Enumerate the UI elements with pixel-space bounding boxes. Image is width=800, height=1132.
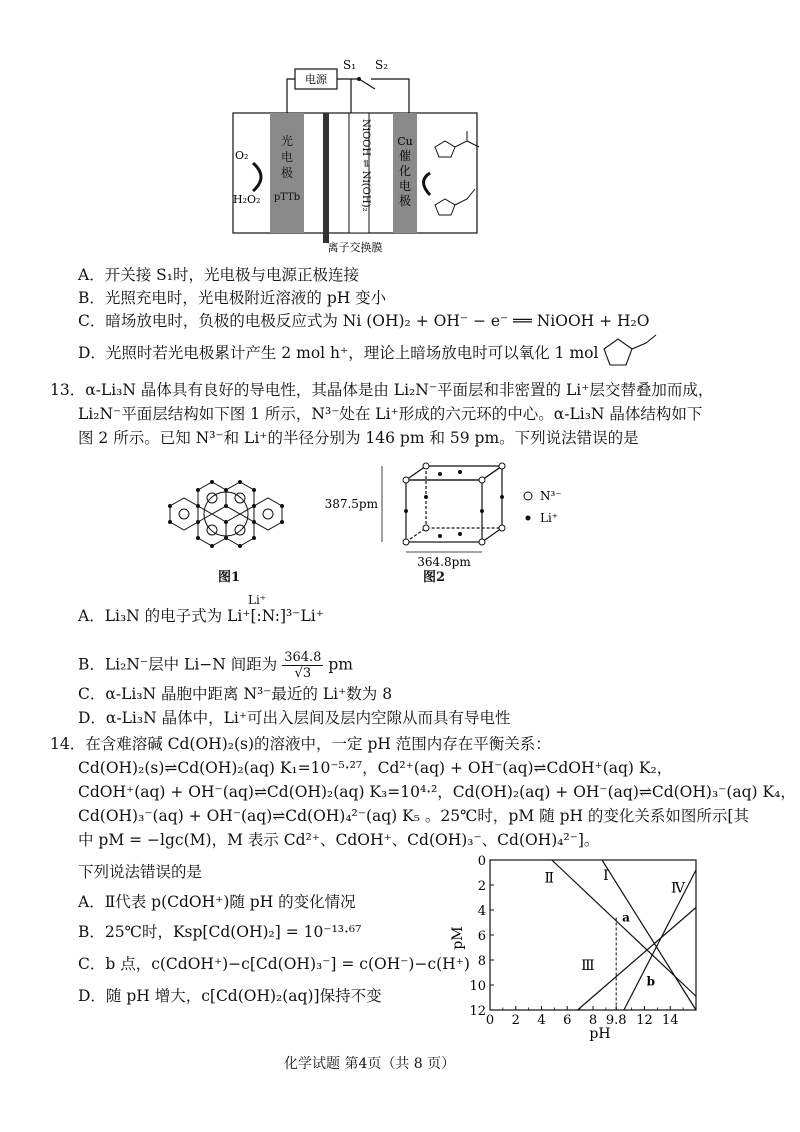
x-tick-label: 8: [588, 1013, 598, 1028]
q14-stem-4: Cd(OH)₃⁻(aq) + OH⁻(aq)⇌Cd(OH)₄²⁻(aq) K₅ 。25℃时，pM 随 pH 的变化关系如图所示[其: [78, 807, 749, 825]
y-tick-label: 0: [477, 854, 486, 869]
pm-ph-chart: [440, 848, 710, 1048]
x-tick-label: 9.8: [605, 1013, 627, 1028]
q14-stem-6: 下列说法错误的是: [78, 863, 203, 881]
y-tick-label: 2: [477, 879, 486, 894]
o2-label: O₂: [235, 149, 249, 162]
x-tick-label: 14: [661, 1013, 679, 1028]
fig2-caption: 图2: [423, 570, 446, 585]
cell-width-label: 364.8pm: [417, 555, 471, 569]
electrolysis-cell-figure: [225, 55, 485, 255]
y-tick-label: 4: [477, 904, 486, 919]
series-label: Ⅲ: [581, 958, 595, 974]
svg-text:化: 化: [398, 164, 412, 178]
svg-text:电: 电: [280, 150, 294, 164]
li3n-unit-cell-figure: [324, 460, 590, 572]
q14-stem-3: CdOH⁺(aq) + OH⁻(aq)⇌Cd(OH)₂(aq) K₃=10⁴·²，Cd(OH)₂(aq) + OH⁻(aq)⇌Cd(OH)₃⁻(aq) K₄，: [78, 783, 796, 801]
q12-option-d: D．光照时若光电极累计产生 2 mol h⁺，理论上暗场放电时可以氧化 1 mol: [78, 344, 599, 362]
x-tick-label: 12: [636, 1013, 653, 1028]
q13-stem-2: Li₂N⁻平面层结构如下图 1 所示，N³⁻处在 Li⁺形成的六元环的中心。α-Li₃N 晶体结构如下: [78, 405, 703, 423]
point-label-b: b: [646, 974, 656, 989]
power-source-label: 电源: [305, 73, 327, 86]
y-tick-label: 6: [477, 929, 486, 944]
pttb-label: pTTb: [273, 192, 301, 203]
svg-text:催: 催: [398, 149, 412, 163]
x-tick-label: 4: [537, 1013, 546, 1028]
series-label: Ⅳ: [670, 880, 685, 897]
q14-stem-2: Cd(OH)₂(s)⇌Cd(OH)₂(aq) K₁=10⁻⁵·²⁷，Cd²⁺(aq) + OH⁻(aq)⇌CdOH⁺(aq) K₂，: [78, 759, 673, 777]
svg-text:Cu: Cu: [397, 135, 413, 148]
h2o2-label: H₂O₂: [233, 193, 261, 206]
legend-n-marker: [524, 492, 532, 500]
q13-stem-3: 图 2 所示。已知 N³⁻和 Li⁺的半径分别为 146 pm 和 59 pm。下列说法错误的是: [78, 429, 639, 447]
legend-n-label: N³⁻: [540, 489, 562, 503]
x-tick-label: 6: [563, 1013, 572, 1028]
membrane-label: 离子交换膜: [327, 241, 383, 254]
q13-option-a-top: Li⁺: [248, 593, 267, 607]
fraction-denominator: √3: [294, 666, 312, 681]
switch-s1-label: S₁: [343, 58, 357, 72]
y-axis-label: pM: [450, 926, 466, 950]
q14-option-a: A．Ⅱ代表 p(CdOH⁺)随 pH 的变化情况: [78, 893, 356, 911]
y-tick-label: 12: [469, 1004, 486, 1019]
fig1-caption: 图1: [218, 570, 241, 585]
legend-li-label: Li⁺: [540, 511, 559, 525]
q13-option-c: C．α-Li₃N 晶胞中距离 N³⁻最近的 Li⁺数为 8: [78, 685, 393, 703]
y-tick-label: 10: [469, 979, 486, 994]
q13-option-b: [78, 650, 353, 681]
q14-option-b: B．25℃时，Ksp[Cd(OH)₂] = 10⁻¹³·⁶⁷: [78, 923, 362, 941]
fraction-numerator: 364.8: [284, 650, 322, 665]
switch-s2-label: S₂: [375, 58, 389, 72]
x-tick-label: 2: [511, 1013, 520, 1028]
switch-blade: [359, 79, 375, 89]
svg-text:光: 光: [280, 134, 294, 148]
q13-option-a: A．Li₃N 的电子式为 Li⁺[:N:]³⁻Li⁺: [78, 607, 324, 625]
page-footer: 化学试题 第4页（共 8 页）: [284, 1056, 456, 1072]
q14-stem-1: 14．在含难溶碱 Cd(OH)₂(s)的溶液中，一定 pH 范围内存在平衡关系：: [50, 735, 551, 753]
series-label: Ⅰ: [603, 868, 609, 884]
legend-li-marker: [526, 516, 531, 521]
q13-option-b-unit: pm: [328, 655, 353, 674]
svg-text:极: 极: [280, 166, 294, 180]
cell-height-label: 387.5pm: [324, 497, 378, 511]
q12-option-c: C．暗场放电时，负极的电极反应式为 Ni (OH)₂ + OH⁻ − e⁻ ══ NiOOH + H₂O: [78, 312, 650, 330]
y-tick-label: 8: [477, 954, 486, 969]
x-axis-label: pH: [589, 1026, 611, 1042]
q13-option-b-text: B．Li₂N⁻层中 Li−N 间距为: [78, 655, 278, 674]
point-label-a: a: [622, 910, 630, 925]
fraction: [282, 650, 323, 681]
q13-stem-1: 13．α-Li₃N 晶体具有良好的导电性，其晶体是由 Li₂N⁻平面层和非密置的 Li⁺层交替叠加而成，: [50, 381, 714, 399]
ni-label: NiOOH ⇌ Ni(OH)₂: [360, 119, 371, 212]
series-label: Ⅱ: [544, 870, 554, 887]
svg-text:极: 极: [398, 194, 412, 208]
q14-option-c: C．b 点，c(CdOH⁺)−c[Cd(OH)₃⁻] = c(OH⁻)−c(H⁺): [78, 955, 470, 973]
q13-option-d: D．α-Li₃N 晶体中，Li⁺可出入层间及层内空隙从而具有导电性: [78, 709, 511, 727]
q12-option-b: B．光照充电时，光电极附近溶液的 pH 变小: [78, 289, 387, 307]
q14-option-d: D．随 pH 增大，c[Cd(OH)₂(aq)]保持不变: [78, 987, 382, 1005]
ion-exchange-membrane: [323, 113, 329, 243]
q14-stem-5: 中 pM = −lgc(M)，M 表示 Cd²⁺、CdOH⁺、Cd(OH)₃⁻、Cd(OH)₄²⁻]。: [78, 831, 600, 849]
li2n-layer-figure: [160, 462, 300, 562]
q12-option-a: A．开关接 S₁时，光电极与电源正极连接: [78, 266, 359, 284]
furfural-icon: [598, 333, 660, 369]
svg-text:电: 电: [398, 179, 412, 193]
x-tick-label: 0: [485, 1013, 495, 1028]
